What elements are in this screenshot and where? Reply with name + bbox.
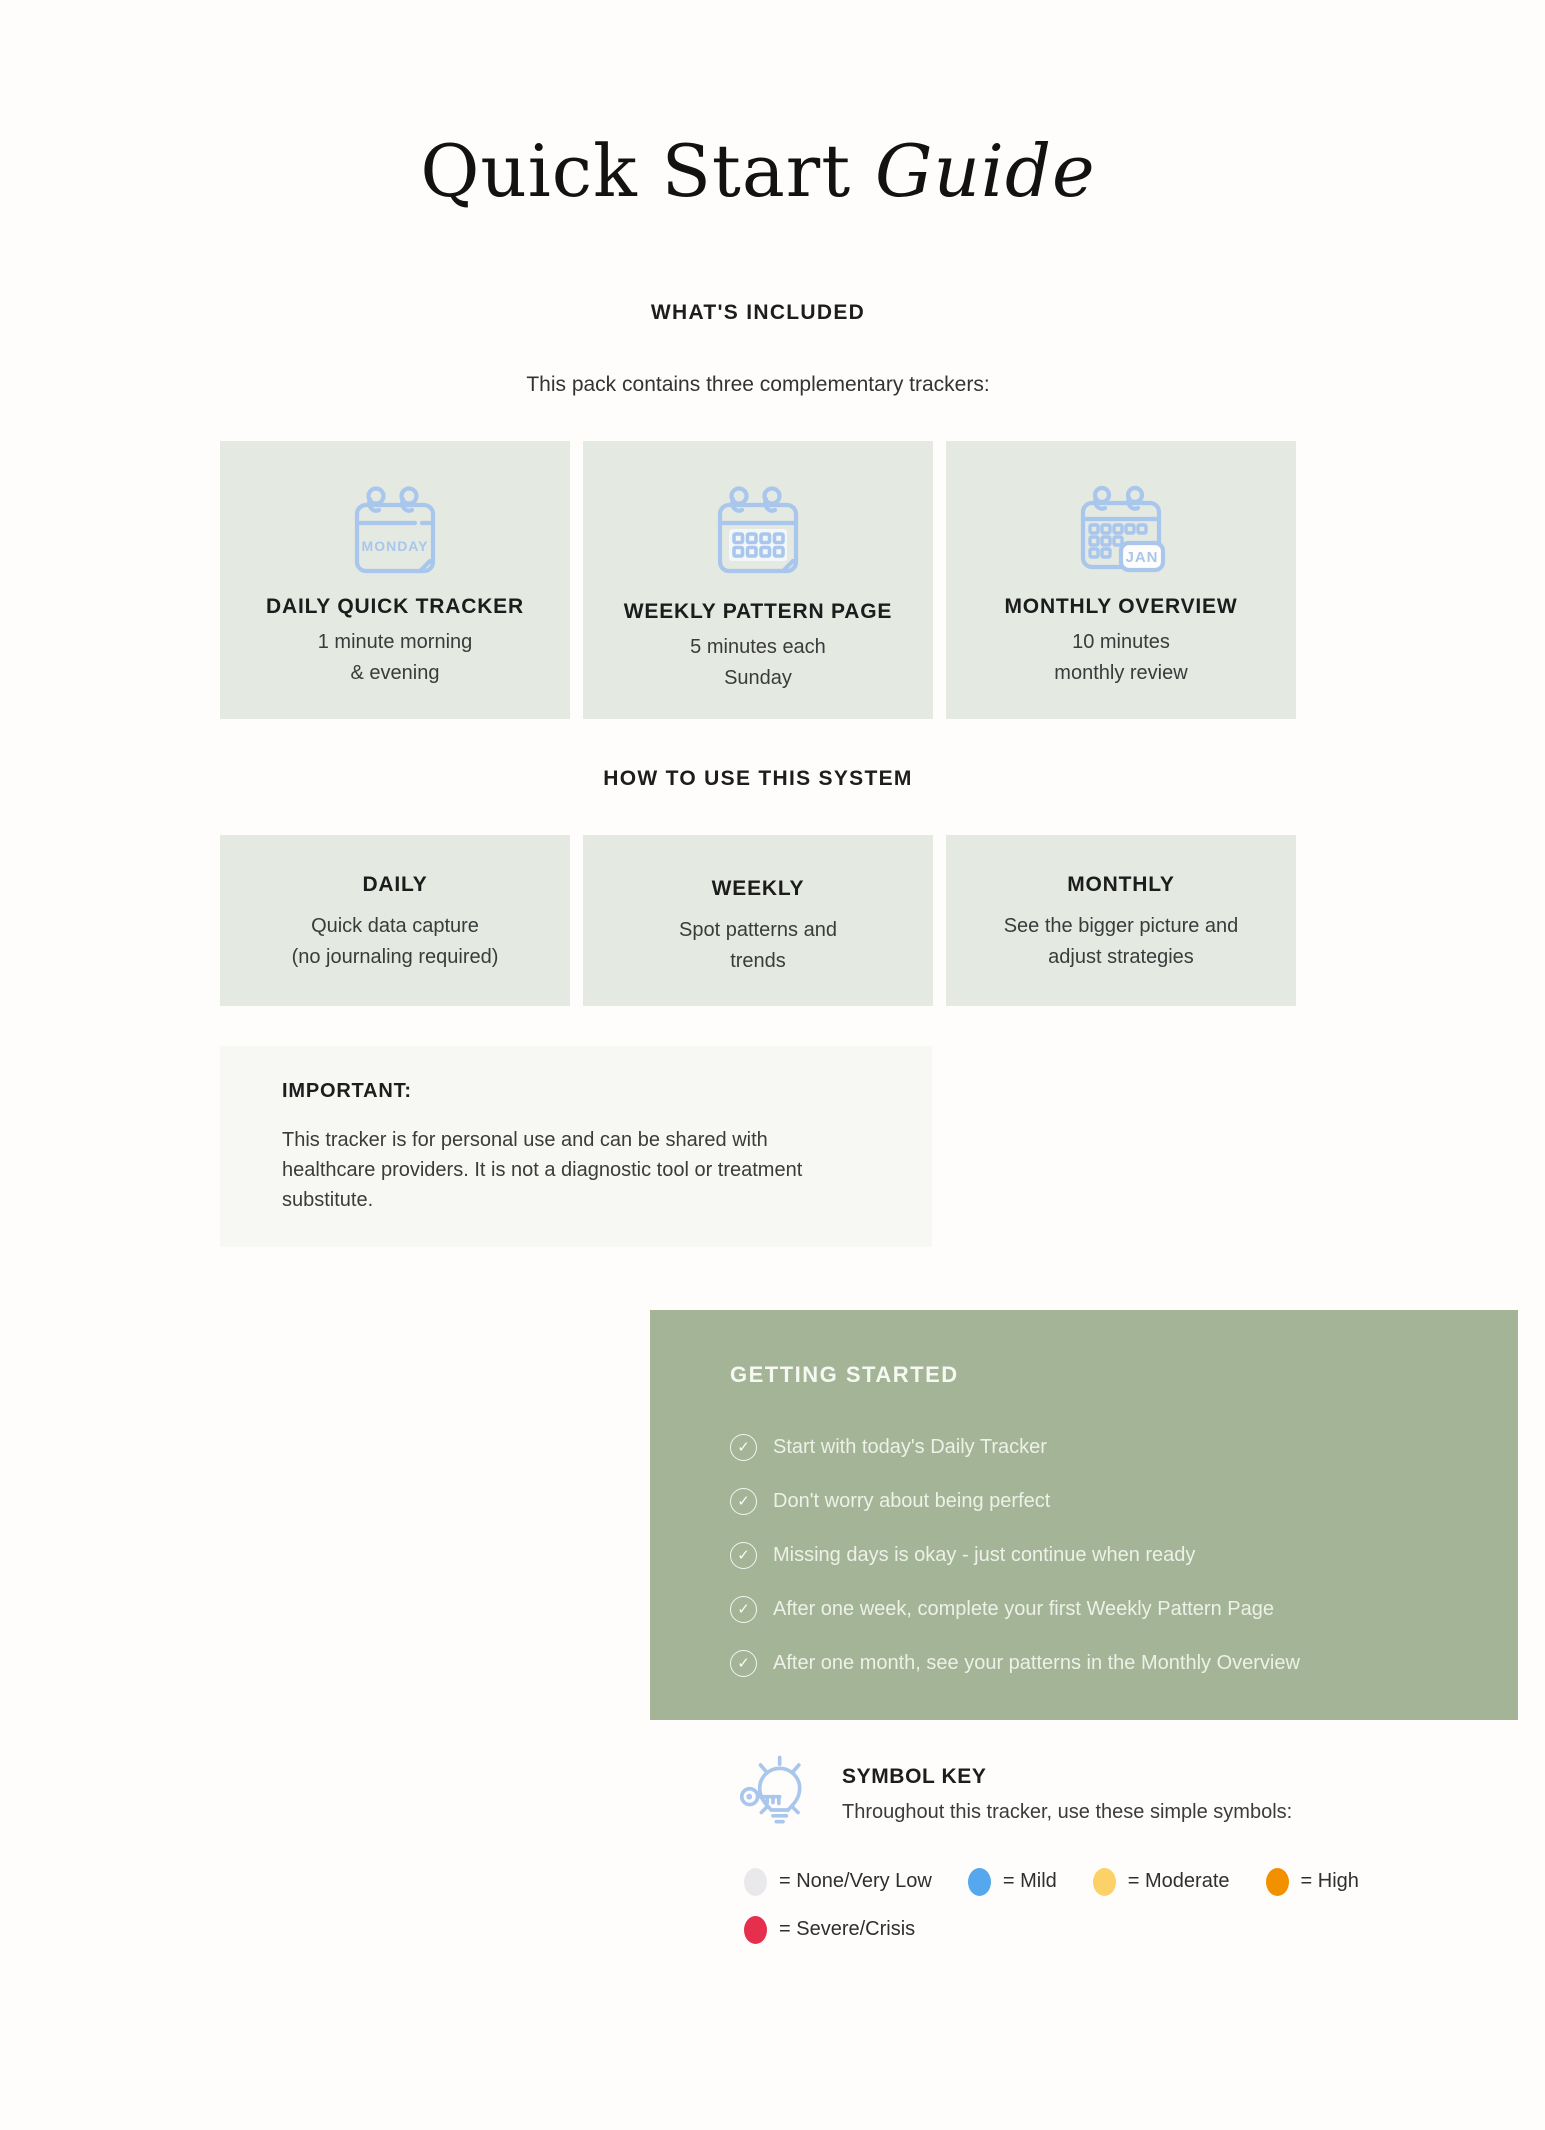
weekly-usage-card bbox=[583, 835, 933, 1006]
checklist-item bbox=[730, 1650, 1478, 1677]
calendar-grid-icon bbox=[706, 483, 810, 579]
legend-item-moderate bbox=[1093, 1868, 1230, 1896]
calendar-monday-icon bbox=[343, 483, 447, 579]
card-title: DAILY bbox=[362, 872, 428, 896]
page-title-regular: Quick Start bbox=[420, 129, 876, 213]
check-circle-icon: ✓ bbox=[730, 1650, 757, 1677]
severe-dot-icon bbox=[744, 1916, 767, 1944]
checklist-item bbox=[730, 1596, 1478, 1623]
card-line: monthly review bbox=[1054, 661, 1188, 684]
none-dot-icon bbox=[744, 1868, 767, 1896]
svg-text:MONDAY: MONDAY bbox=[361, 537, 429, 554]
weekly-pattern-card bbox=[583, 441, 933, 719]
getting-started-heading: GETTING STARTED bbox=[730, 1361, 959, 1387]
checklist-item-label: Start with today's Daily Tracker bbox=[773, 1435, 1047, 1458]
legend-label: = Moderate bbox=[1127, 1870, 1230, 1893]
checklist-item-label: After one week, complete your first Weekly Pattern Page bbox=[773, 1597, 1274, 1620]
page-title-italic: Guide bbox=[875, 129, 1096, 213]
card-line: See the bigger picture and bbox=[1003, 914, 1239, 937]
legend-label: = High bbox=[1300, 1870, 1359, 1893]
checklist-item-label: Don't worry about being perfect bbox=[773, 1489, 1051, 1512]
how-to-use-heading: HOW TO USE THIS SYSTEM bbox=[603, 766, 913, 790]
card-line: 10 minutes bbox=[1072, 630, 1170, 653]
symbol-key-heading: SYMBOL KEY bbox=[842, 1765, 987, 1789]
check-circle-icon: ✓ bbox=[730, 1596, 757, 1623]
whats-included-heading: WHAT'S INCLUDED bbox=[650, 300, 866, 324]
symbol-key-text bbox=[842, 1765, 1292, 1824]
card-line: adjust strategies bbox=[1048, 945, 1194, 968]
check-circle-icon: ✓ bbox=[730, 1488, 757, 1515]
checklist-item-label: Missing days is okay - just continue when ready bbox=[773, 1543, 1196, 1566]
checklist-item bbox=[730, 1488, 1478, 1515]
important-body: This tracker is for personal use and can be shared with healthcare providers. It is not a diagnostic tool or treatment substitute. bbox=[282, 1128, 803, 1211]
check-circle-icon: ✓ bbox=[730, 1542, 757, 1569]
symbol-key-section bbox=[738, 1754, 1545, 1836]
getting-started-panel bbox=[650, 1310, 1518, 1720]
lightbulb-key-icon bbox=[738, 1754, 818, 1836]
legend-label: = Mild bbox=[1002, 1870, 1057, 1893]
monthly-usage-card bbox=[946, 835, 1296, 1006]
tracker-cards-row bbox=[220, 441, 1296, 719]
card-line: 1 minute morning bbox=[317, 630, 473, 653]
card-title: MONTHLY bbox=[1067, 872, 1175, 896]
legend-label: = Severe/Crisis bbox=[779, 1918, 916, 1941]
legend-item-high bbox=[1266, 1868, 1359, 1896]
legend-item-mild bbox=[968, 1868, 1057, 1896]
card-line: Sunday bbox=[724, 666, 792, 689]
symbol-legend-row-1 bbox=[744, 1868, 1545, 1896]
important-note bbox=[220, 1046, 932, 1247]
checklist-item bbox=[730, 1434, 1478, 1461]
card-title: DAILY QUICK TRACKER bbox=[266, 594, 524, 618]
symbol-key-subtitle: Throughout this tracker, use these simple symbols: bbox=[842, 1801, 1293, 1824]
card-line: (no journaling required) bbox=[291, 945, 499, 968]
high-dot-icon bbox=[1266, 1868, 1289, 1896]
monthly-overview-card bbox=[946, 441, 1296, 719]
daily-usage-card bbox=[220, 835, 570, 1006]
whats-included-subtitle: This pack contains three complementary trackers: bbox=[526, 372, 990, 396]
getting-started-list bbox=[730, 1434, 1478, 1677]
card-line: & evening bbox=[350, 661, 440, 684]
daily-quick-tracker-card bbox=[220, 441, 570, 719]
moderate-dot-icon bbox=[1093, 1868, 1116, 1896]
mild-dot-icon bbox=[968, 1868, 991, 1896]
checklist-item bbox=[730, 1542, 1478, 1569]
usage-cards-row bbox=[220, 835, 1296, 1006]
checklist-item-label: After one month, see your patterns in the Monthly Overview bbox=[773, 1651, 1300, 1674]
symbol-legend-row-2 bbox=[744, 1916, 1545, 1944]
important-heading: IMPORTANT: bbox=[282, 1079, 412, 1102]
card-line: 5 minutes each bbox=[690, 635, 826, 658]
legend-item-severe bbox=[744, 1916, 915, 1944]
card-line: trends bbox=[730, 949, 786, 972]
card-title: MONTHLY OVERVIEW bbox=[1004, 594, 1238, 618]
check-circle-icon: ✓ bbox=[730, 1434, 757, 1461]
legend-item-none bbox=[744, 1868, 932, 1896]
card-line: Spot patterns and bbox=[679, 918, 837, 941]
card-line: Quick data capture bbox=[311, 914, 479, 937]
card-title: WEEKLY PATTERN PAGE bbox=[623, 599, 893, 623]
card-title: WEEKLY bbox=[711, 876, 805, 900]
svg-text:JAN: JAN bbox=[1125, 548, 1159, 566]
page-title bbox=[220, 130, 1296, 213]
legend-label: = None/Very Low bbox=[779, 1870, 932, 1893]
calendar-jan-icon bbox=[1069, 483, 1173, 579]
